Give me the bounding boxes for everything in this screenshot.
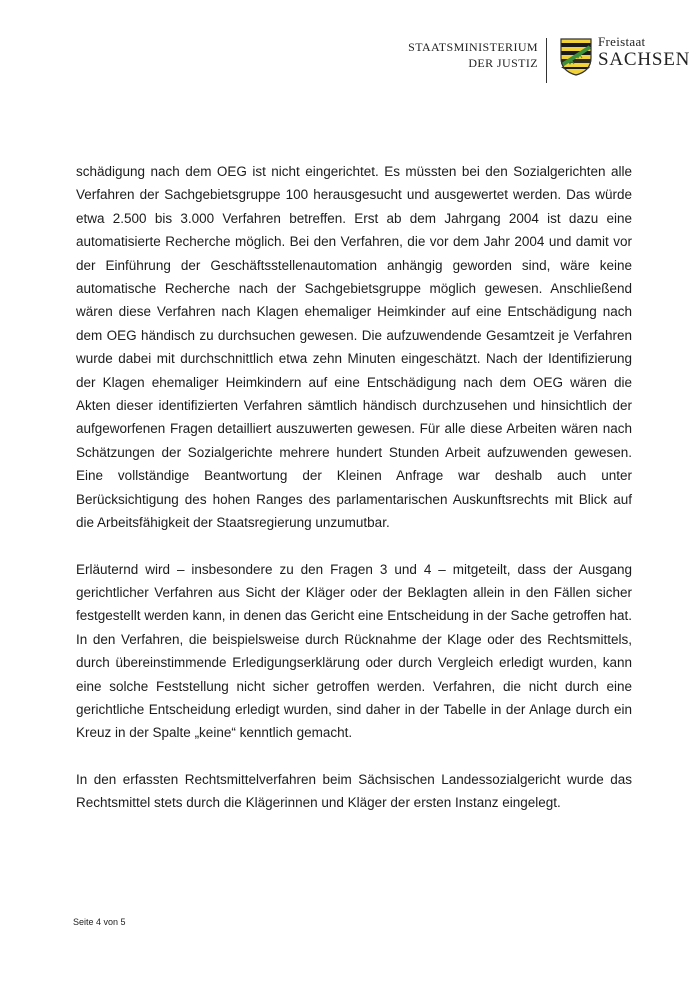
page-number: Seite 4 von 5 [73, 917, 126, 927]
letterhead [0, 30, 700, 90]
ministry-line-2: DER JUSTIZ [468, 56, 538, 70]
state-name-big: SACHSEN [598, 49, 691, 70]
body-paragraph-2: Erläuternd wird – insbesondere zu den Fragen 3 und 4 – mitgeteilt, dass der Ausgang gerichtlicher Verfahren aus Sicht der Kläger oder der Beklagten allein in den Fällen sicher festgestellt werden kann, in denen das Gericht eine Entscheidung in der Sache getroffen hat. In den Verfahren, die beispielsweise durch Rücknahme der Klage oder des Rechtsmittels, durch übereinstimmende Erledigungserklärung oder durch Vergleich erledigt wurden, kann eine solche Feststellung nicht sicher getroffen werden. Verfahren, die nicht durch eine gerichtliche Entscheidung erledigt wurden, sind daher in der Tabelle in der Anlage durch ein Kreuz in der Spalte „keine“ kenntlich gemacht. [76, 561, 632, 741]
letter-body [76, 160, 632, 815]
state-name-small: Freistaat [598, 34, 646, 49]
letterhead-divider [546, 38, 547, 83]
saxony-coat-of-arms-icon [560, 38, 592, 76]
body-paragraph-1: schädigung nach dem OEG ist nicht eingerichtet. Es müssten bei den Sozialgerichten alle Verfahren der Sachgebietsgruppe 100 herausgesucht und ausgewertet werden. Das würde etwa 2.500 bis 3.000 Verfahren betreffen. Erst ab dem Jahrgang 2004 ist dazu eine automatisierte Recherche möglich. Bei den Verfahren, die vor dem Jahr 2004 und damit vor der Einführung der Geschäftsstellenautomation anhängig geworden sind, wäre keine automatische Recherche nach der Sachgebietsgruppe möglich gewesen. Anschließend wären diese Verfahren nach Klagen ehemaliger Heimkinder auf eine Entschädigung nach dem OEG händisch zu durchsuchen gewesen. Die aufzuwendende Gesamtzeit je Verfahren wurde dabei mit durchschnittlich etwa zehn Minuten eingeschätzt. Nach der Identifizierung der Klagen ehemaliger Heimkindern auf eine Entschädigung nach dem OEG wären die Akten dieser identifizierten Verfahren sämtlich händisch durchzusehen und hinsichtlich der aufgeworfenen Fragen detailliert auszuwerten gewesen. Für alle diese Arbeiten wären nach Schätzungen der Sozialgerichte mehrere hundert Stunden Arbeit aufzuwenden gewesen. Eine vollständige Beantwortung der Kleinen Anfrage war deshalb auch unter Berücksichtigung des hohen Ranges des parlamentarischen Auskunftsrechts mit Blick auf die Arbeitsfähigkeit der Staatsregierung unzumutbar. [76, 164, 632, 531]
state-name [598, 35, 690, 71]
body-paragraph-3: In den erfassten Rechtsmittelverfahren beim Sächsischen Landessozialgericht wurde das Rechtsmittel stets durch die Klägerinnen und Kläger der ersten Instanz eingelegt. [76, 771, 632, 811]
ministry-line-1: STAATSMINISTERIUM [408, 40, 538, 54]
ministry-name [408, 39, 538, 71]
